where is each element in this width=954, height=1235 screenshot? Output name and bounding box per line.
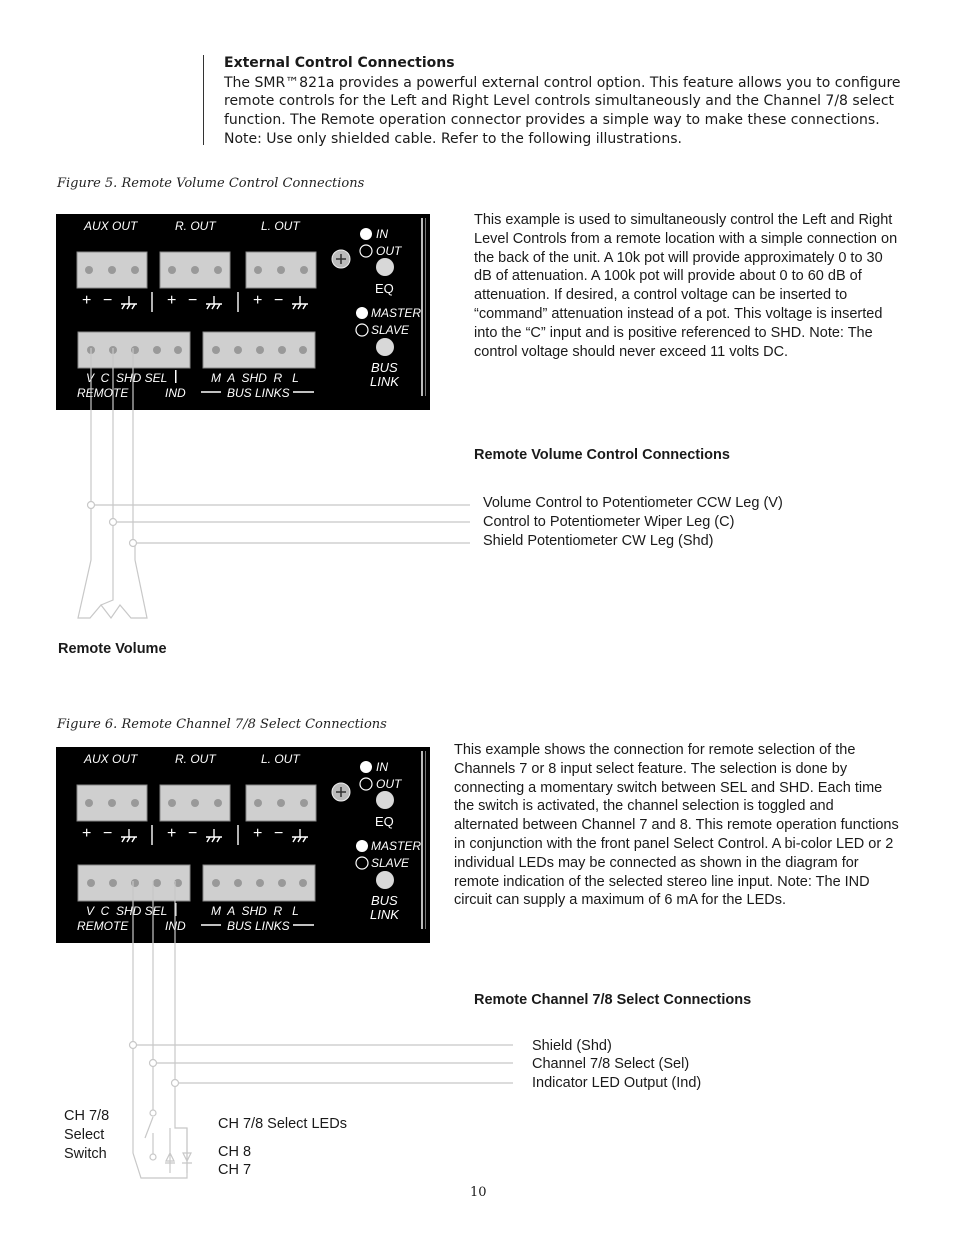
figure6-connection-sel: Channel 7/8 Select (Sel) xyxy=(532,1056,690,1072)
plus-mark: + xyxy=(253,825,263,842)
bus-pin-labels: M A SHD R L xyxy=(211,371,299,385)
eq-label: EQ xyxy=(375,281,394,296)
intro-section xyxy=(224,54,904,149)
figure5-diagram xyxy=(0,200,470,640)
figure6-description: This example shows the connection for remote selection of the Channels 7 or 8 input select feature. The selection is done by connecting a momentary switch between SEL and SHD. Each time the switch is activated, the channel selection is toggled and alternated between Channel 7 and 8. This remote operation functions in conjunction with the front panel Select Control. A bi-color LED or 2 individual LEDs may be connected as shown in the diagram for remote indication of the selected stereo line input. Note: The IND circuit can supply a maximum of 6 mA for the LEDs. xyxy=(454,742,899,909)
sidebar-rule xyxy=(203,55,204,145)
page-number: 10 xyxy=(470,1185,487,1200)
switch-label-line2: Select xyxy=(64,1127,105,1143)
bus-label: BUS xyxy=(371,893,398,908)
intro-heading: External Control Connections xyxy=(224,55,455,71)
remote-label: REMOTE xyxy=(77,919,129,933)
eq-button-icon xyxy=(376,791,394,809)
figure5-caption: Figure 5. Remote Volume Control Connections xyxy=(57,176,365,191)
switch-label-line1: CH 7/8 xyxy=(64,1108,110,1124)
slave-label: SLAVE xyxy=(371,323,410,337)
plus-mark: + xyxy=(82,825,92,842)
bus-link-button-icon xyxy=(376,871,394,889)
switch-label-line3: Switch xyxy=(64,1146,107,1162)
leds-label: CH 7/8 Select LEDs xyxy=(218,1116,347,1132)
remote-label: REMOTE xyxy=(77,386,129,400)
eq-label: EQ xyxy=(375,814,394,829)
minus-mark: − xyxy=(188,292,198,309)
out-label: OUT xyxy=(376,244,402,258)
in-led-icon xyxy=(360,228,372,240)
remote-volume-label: Remote Volume xyxy=(58,641,167,657)
master-led-icon xyxy=(356,840,368,852)
plus-mark: + xyxy=(167,825,177,842)
ind-label: IND xyxy=(165,919,186,933)
plus-mark: + xyxy=(167,292,177,309)
figure5-connection-v: Volume Control to Potentiometer CCW Leg (V) xyxy=(483,495,783,511)
link-label: LINK xyxy=(370,907,399,922)
master-label: MASTER xyxy=(371,306,422,320)
bus-link-button-icon xyxy=(376,338,394,356)
eq-button-icon xyxy=(376,258,394,276)
figure6-heading: Remote Channel 7/8 Select Connections xyxy=(474,992,752,1008)
figure6-connection-shd: Shield (Shd) xyxy=(532,1038,612,1054)
minus-mark: − xyxy=(103,825,113,842)
aux-out-label: AUX OUT xyxy=(84,752,138,766)
intro-text: The SMR™821a provides a powerful external control option. This feature allows you to configure remote controls for the Left and Right Level controls simultaneously and the Channel 7/8 select function. The Remote operation connector provides a simple way to make these connections. Note: Use only shielded cable. Refer to the following illustrations. xyxy=(224,74,901,147)
r-out-label: R. OUT xyxy=(175,219,216,233)
minus-mark: − xyxy=(188,825,198,842)
figure5-heading: Remote Volume Control Connections xyxy=(474,447,730,463)
bus-links-label: BUS LINKS xyxy=(227,386,290,400)
rear-panel xyxy=(56,214,430,410)
link-label: LINK xyxy=(370,374,399,389)
in-label: IN xyxy=(376,760,388,774)
out-label: OUT xyxy=(376,777,402,791)
figure5-connection-c: Control to Potentiometer Wiper Leg (C) xyxy=(483,514,735,530)
aux-out-label: AUX OUT xyxy=(84,219,138,233)
ind-label: IND xyxy=(165,386,186,400)
l-out-label: L. OUT xyxy=(261,219,300,233)
in-label: IN xyxy=(376,227,388,241)
remote-pin-labels: V C SHD SEL xyxy=(86,904,168,918)
bus-links-label: BUS LINKS xyxy=(227,919,290,933)
remote-pin-labels: V C SHD SEL xyxy=(86,371,168,385)
figure5-description: This example is used to simultaneously control the Left and Right Level Controls from a remote location with a simple connection on the back of the unit. A 10k pot will provide approximately 0 to 30 dB of attenuation. A 100k pot will provide about 0 to 60 dB of attenuation. If desired, a control voltage can be inserted to “command” attenuation instead of a pot. This voltage is inserted into the “C” input and is positive referenced to SHD. Note: The control voltage should never exceed 11 volts DC. xyxy=(474,212,898,360)
slave-label: SLAVE xyxy=(371,856,410,870)
rear-panel xyxy=(56,747,430,943)
figure6-connection-ind: Indicator LED Output (Ind) xyxy=(532,1075,702,1091)
master-led-icon xyxy=(356,307,368,319)
minus-mark: − xyxy=(274,292,284,309)
figure5-connection-shd: Shield Potentiometer CW Leg (Shd) xyxy=(483,533,714,549)
plus-mark: + xyxy=(253,292,263,309)
bus-pin-labels: M A SHD R L xyxy=(211,904,299,918)
l-out-label: L. OUT xyxy=(261,752,300,766)
bus-label: BUS xyxy=(371,360,398,375)
ch8-label: CH 8 xyxy=(218,1144,252,1160)
in-led-icon xyxy=(360,761,372,773)
figure6-caption: Figure 6. Remote Channel 7/8 Select Connections xyxy=(57,717,387,732)
minus-mark: − xyxy=(274,825,284,842)
minus-mark: − xyxy=(103,292,113,309)
master-label: MASTER xyxy=(371,839,422,853)
r-out-label: R. OUT xyxy=(175,752,216,766)
ch7-label: CH 7 xyxy=(218,1162,252,1178)
plus-mark: + xyxy=(82,292,92,309)
